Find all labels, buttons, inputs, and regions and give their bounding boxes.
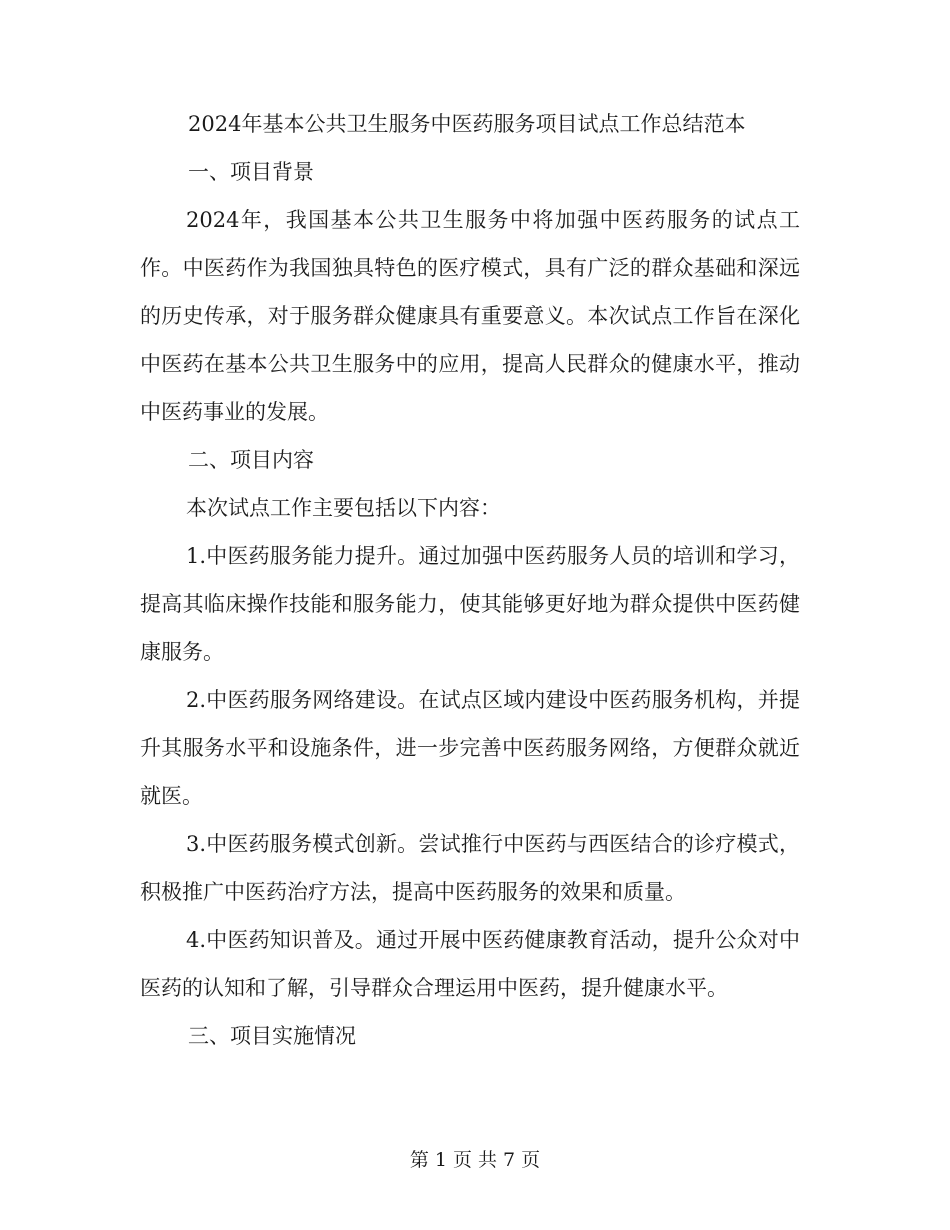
background-paragraph: 2024年，我国基本公共卫生服务中将加强中医药服务的试点工作。中医药作为我国独具特色的医疗模式，具有广泛的群众基础和深远的历史传承，对于服务群众健康具有重要意义。本次试点工作旨在深化中医药在基本公共卫生服务中的应用，提高人民群众的健康水平，推动中医药事业的发展。 [140,208,800,424]
document-title: 2024年基本公共卫生服务中医药服务项目试点工作总结范本 [188,112,746,136]
section-heading-content: 二、项目内容 [188,448,314,472]
section-heading-implementation: 三、项目实施情况 [188,1024,356,1048]
section-heading-background: 一、项目背景 [188,160,314,184]
document-body [140,100,800,1060]
content-item-4: 4.中医药知识普及。通过开展中医药健康教育活动，提升公众对中医药的认知和了解，引导群众合理运用中医药，提升健康水平。 [140,928,800,1000]
content-intro-paragraph: 本次试点工作主要包括以下内容： [186,496,501,520]
content-item-1: 1.中医药服务能力提升。通过加强中医药服务人员的培训和学习，提高其临床操作技能和服务能力，使其能够更好地为群众提供中医药健康服务。 [140,544,800,664]
page-number-footer: 第 1 页 共 7 页 [409,1149,541,1171]
content-item-3: 3.中医药服务模式创新。尝试推行中医药与西医结合的诊疗模式，积极推广中医药治疗方法，提高中医药服务的效果和质量。 [140,832,800,904]
content-item-2: 2.中医药服务网络建设。在试点区域内建设中医药服务机构，并提升其服务水平和设施条件，进一步完善中医药服务网络，方便群众就近就医。 [140,688,800,808]
